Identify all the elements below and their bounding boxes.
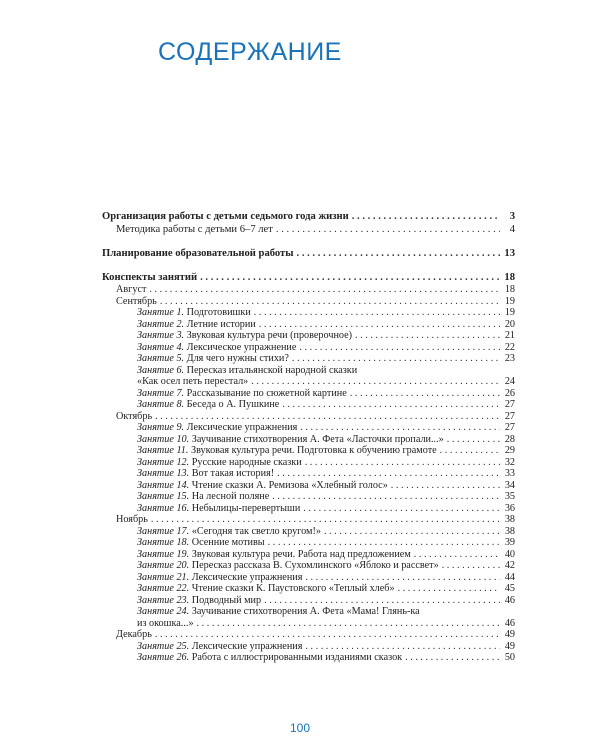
toc-page-number: 20	[504, 318, 515, 330]
toc-month-title: Сентябрь	[116, 295, 157, 307]
toc-page-number: 22	[504, 341, 515, 353]
toc-lesson-row[interactable]	[102, 641, 515, 653]
toc-lesson-label: Занятие 7.	[137, 387, 185, 399]
toc-section-title: Конспекты занятий	[102, 272, 198, 283]
toc-lesson-title: Лексическое упражнение	[186, 341, 297, 353]
toc-leader	[197, 618, 500, 630]
toc-page-number: 26	[504, 387, 515, 399]
toc-section-row[interactable]	[102, 271, 515, 284]
toc-lesson-title: Небылицы-перевертыши	[191, 502, 301, 514]
toc-page-number: 4	[509, 224, 515, 235]
toc-page-number: 19	[504, 295, 515, 307]
toc-page-number: 36	[504, 502, 515, 514]
toc-page-number: 24	[504, 376, 515, 387]
toc-lesson-label: Занятие 4.	[137, 341, 185, 353]
toc-subsection-row[interactable]	[102, 223, 515, 236]
toc-leader	[299, 342, 500, 354]
toc-section-row[interactable]	[102, 210, 515, 223]
toc-leader	[391, 480, 500, 492]
toc-page-number: 27	[504, 410, 515, 422]
toc-leader	[160, 296, 500, 308]
toc-page-number: 46	[504, 594, 515, 606]
toc-lesson-row[interactable]	[102, 445, 515, 457]
toc-leader	[259, 319, 500, 331]
toc-lesson-title: Русские народные сказки	[191, 456, 302, 468]
toc-lesson-row[interactable]	[102, 342, 515, 354]
toc-month-title: Ноябрь	[116, 514, 148, 525]
toc-page-number: 13	[504, 248, 515, 259]
toc-lesson-title: Звуковая культура речи. Подготовка к обучению грамоте	[190, 445, 437, 456]
toc-lesson-title: Вот такая история!	[191, 468, 275, 479]
toc-lesson-label: Занятие 21.	[137, 571, 190, 583]
toc-month-row[interactable]	[102, 514, 515, 526]
toc-month-row[interactable]	[102, 629, 515, 641]
toc-lesson-label: Занятие 11.	[137, 445, 189, 456]
toc-leader	[151, 514, 500, 526]
toc-page-number: 38	[504, 525, 515, 537]
toc-lesson-row[interactable]	[102, 307, 515, 319]
toc-page-number: 3	[509, 211, 515, 222]
toc-lesson-label: Занятие 12.	[137, 456, 190, 468]
toc-leader	[303, 503, 500, 515]
toc-lesson-label: Занятие 10.	[137, 433, 190, 445]
toc-lesson-row[interactable]	[102, 652, 515, 664]
toc-lesson-label: Занятие 23.	[137, 594, 190, 606]
toc-lesson-label: Занятие 18.	[137, 537, 190, 548]
toc-leader	[272, 491, 500, 503]
toc-leader	[405, 652, 500, 664]
toc-lesson-title: Рассказывание по сюжетной картине	[186, 387, 347, 399]
toc-lesson-label: Занятие 3.	[137, 330, 185, 341]
toc-lesson-title: Беседа о А. Пушкине	[186, 399, 280, 410]
toc-lesson-row[interactable]	[102, 388, 515, 400]
toc-leader	[442, 560, 500, 572]
toc-lesson-label: Занятие 6.	[137, 364, 185, 376]
toc-leader	[355, 330, 500, 342]
toc-lesson-title: Чтение сказки А. Ремизова «Хлебный голос»	[191, 479, 388, 491]
toc-lesson-row[interactable]	[102, 503, 515, 515]
toc-leader	[276, 223, 500, 236]
toc-lesson-row[interactable]	[102, 365, 515, 377]
toc-lesson-title: Пересказ рассказа В. Сухомлинского «Яблоко и рассвет»	[191, 560, 439, 571]
toc-lesson-label: Занятие 19.	[137, 548, 190, 560]
toc-lesson-title-continued: из окошка...»	[137, 617, 194, 629]
toc-lesson-title: Лексические упражнения	[191, 571, 303, 583]
toc-month-row[interactable]	[102, 411, 515, 423]
toc-lesson-title: Звуковая культура речи. Работа над предложением	[191, 548, 411, 560]
toc-leader	[352, 210, 500, 223]
page-number: 100	[289, 721, 311, 735]
toc-month-title: Декабрь	[116, 629, 152, 640]
toc-lesson-label: Занятие 25.	[137, 640, 190, 652]
toc-lesson-label: Занятие 26.	[137, 652, 190, 663]
toc-lesson-row[interactable]	[102, 549, 515, 561]
toc-lesson-row[interactable]	[102, 560, 515, 572]
toc-leader	[155, 411, 500, 423]
toc-lesson-title: Пересказ итальянской народной сказки	[186, 364, 358, 376]
toc-leader	[254, 307, 500, 319]
toc-lesson-label: Занятие 15.	[137, 491, 190, 502]
toc-page-number: 23	[504, 353, 515, 364]
toc-lesson-title-continued: «Как осел петь перестал»	[137, 376, 249, 387]
toc-lesson-title: На лесной поляне	[191, 491, 270, 502]
toc-leader	[277, 468, 500, 480]
toc-month-title: Октябрь	[116, 410, 153, 422]
toc-lesson-label: Занятие 24.	[137, 606, 190, 617]
toc-page-number: 46	[504, 617, 515, 629]
toc-page-number: 32	[504, 456, 515, 468]
toc-lesson-label: Занятие 14.	[137, 479, 190, 491]
toc-lesson-title: Заучивание стихотворения А. Фета «Ласточки пропали...»	[191, 433, 444, 445]
toc-leader	[350, 388, 500, 400]
toc-page-number: 42	[504, 560, 515, 571]
toc-leader	[305, 641, 500, 653]
toc-lesson-row[interactable]	[102, 595, 515, 607]
toc-leader	[305, 457, 500, 469]
toc-page-number: 19	[504, 307, 515, 318]
toc-lesson-row[interactable]	[102, 353, 515, 365]
toc-lesson-label: Занятие 1.	[137, 307, 185, 318]
toc-leader	[264, 595, 500, 607]
toc-page-number: 49	[504, 640, 515, 652]
toc-page-number: 33	[504, 468, 515, 479]
toc-lesson-row-continued[interactable]	[102, 376, 515, 388]
toc-leader	[200, 271, 500, 284]
toc-lesson-title: Работа с иллюстрированными изданиями сказок	[191, 652, 403, 663]
toc-lesson-row[interactable]	[102, 468, 515, 480]
toc-page-number: 28	[504, 433, 515, 445]
toc-page-number: 50	[504, 652, 515, 663]
toc-lesson-row[interactable]	[102, 606, 515, 618]
toc-lesson-title: Лексические упражнения	[191, 640, 303, 652]
toc-page-number: 27	[504, 399, 515, 410]
toc-lesson-label: Занятие 2.	[137, 318, 185, 330]
toc-lesson-title: Подготовишки	[186, 307, 251, 318]
toc-page-number: 34	[504, 479, 515, 491]
toc-lesson-row[interactable]	[102, 457, 515, 469]
toc-lesson-label: Занятие 17.	[137, 525, 190, 537]
toc-lesson-label: Занятие 20.	[137, 560, 190, 571]
toc-lesson-label: Занятие 22.	[137, 583, 190, 594]
toc-lesson-row[interactable]	[102, 537, 515, 549]
toc-leader	[297, 247, 500, 260]
toc-page-number: 18	[504, 284, 515, 295]
toc-lesson-label: Занятие 5.	[137, 353, 185, 364]
toc-page-number: 29	[504, 445, 515, 456]
toc-leader	[282, 399, 500, 411]
toc-section-row[interactable]	[102, 247, 515, 260]
toc-lesson-title: Лексические упражнения	[186, 422, 298, 433]
toc-lesson-row[interactable]	[102, 583, 515, 595]
toc-page-number: 38	[504, 514, 515, 525]
toc-lesson-row[interactable]	[102, 422, 515, 434]
toc-month-row[interactable]	[102, 296, 515, 308]
toc-lesson-title: «Сегодня так светло кругом!»	[191, 525, 321, 537]
toc-lesson-row[interactable]	[102, 526, 515, 538]
toc-leader	[251, 376, 500, 388]
toc-page-number: 18	[504, 272, 515, 283]
toc-lesson-title: Для чего нужны стихи?	[186, 353, 289, 364]
toc-leader	[268, 537, 500, 549]
toc-lesson-label: Занятие 16.	[137, 502, 190, 514]
toc-lesson-title: Звуковая культура речи (проверочное)	[186, 330, 353, 341]
page-title: СОДЕРЖАНИЕ	[158, 38, 342, 66]
toc-leader	[300, 422, 500, 434]
toc-page-number: 35	[504, 491, 515, 502]
toc-leader	[440, 445, 500, 457]
toc-month-row[interactable]	[102, 284, 515, 296]
toc-lesson-title: Летние истории	[186, 318, 256, 330]
toc-leader	[414, 549, 500, 561]
toc-leader	[398, 583, 500, 595]
table-of-contents	[102, 210, 515, 664]
toc-page-number: 49	[504, 629, 515, 640]
toc-leader	[149, 284, 500, 296]
toc-page-number: 45	[504, 583, 515, 594]
toc-lesson-row[interactable]	[102, 480, 515, 492]
toc-leader	[324, 526, 500, 538]
toc-lesson-title: Подводный мир	[191, 594, 262, 606]
toc-leader	[305, 572, 500, 584]
toc-page-number: 40	[504, 548, 515, 560]
toc-lesson-row[interactable]	[102, 330, 515, 342]
toc-section-title: Методика работы с детьми 6–7 лет	[116, 224, 273, 235]
toc-page-number: 39	[504, 537, 515, 548]
toc-lesson-row[interactable]	[102, 491, 515, 503]
toc-lesson-label: Занятие 9.	[137, 422, 185, 433]
toc-lesson-title: Заучивание стихотворения А. Фета «Мама! Глянь-ка	[191, 606, 420, 617]
toc-leader	[155, 629, 500, 641]
toc-lesson-row[interactable]	[102, 434, 515, 446]
toc-section-title: Организация работы с детьми седьмого года жизни	[102, 211, 349, 222]
toc-page-number: 21	[504, 330, 515, 341]
toc-lesson-row[interactable]	[102, 399, 515, 411]
toc-lesson-title: Осенние мотивы	[191, 537, 265, 548]
toc-lesson-row[interactable]	[102, 572, 515, 584]
toc-leader	[447, 434, 500, 446]
toc-lesson-row-continued[interactable]	[102, 618, 515, 630]
toc-page-number: 27	[504, 422, 515, 433]
toc-section-title: Планирование образовательной работы	[102, 248, 294, 259]
toc-lesson-row[interactable]	[102, 319, 515, 331]
toc-leader	[292, 353, 500, 365]
toc-lesson-label: Занятие 13.	[137, 468, 190, 479]
toc-lesson-title: Чтение сказки К. Паустовского «Теплый хлеб»	[191, 583, 395, 594]
toc-page-number: 44	[504, 571, 515, 583]
toc-month-title: Август	[116, 284, 147, 295]
toc-lesson-label: Занятие 8.	[137, 399, 185, 410]
